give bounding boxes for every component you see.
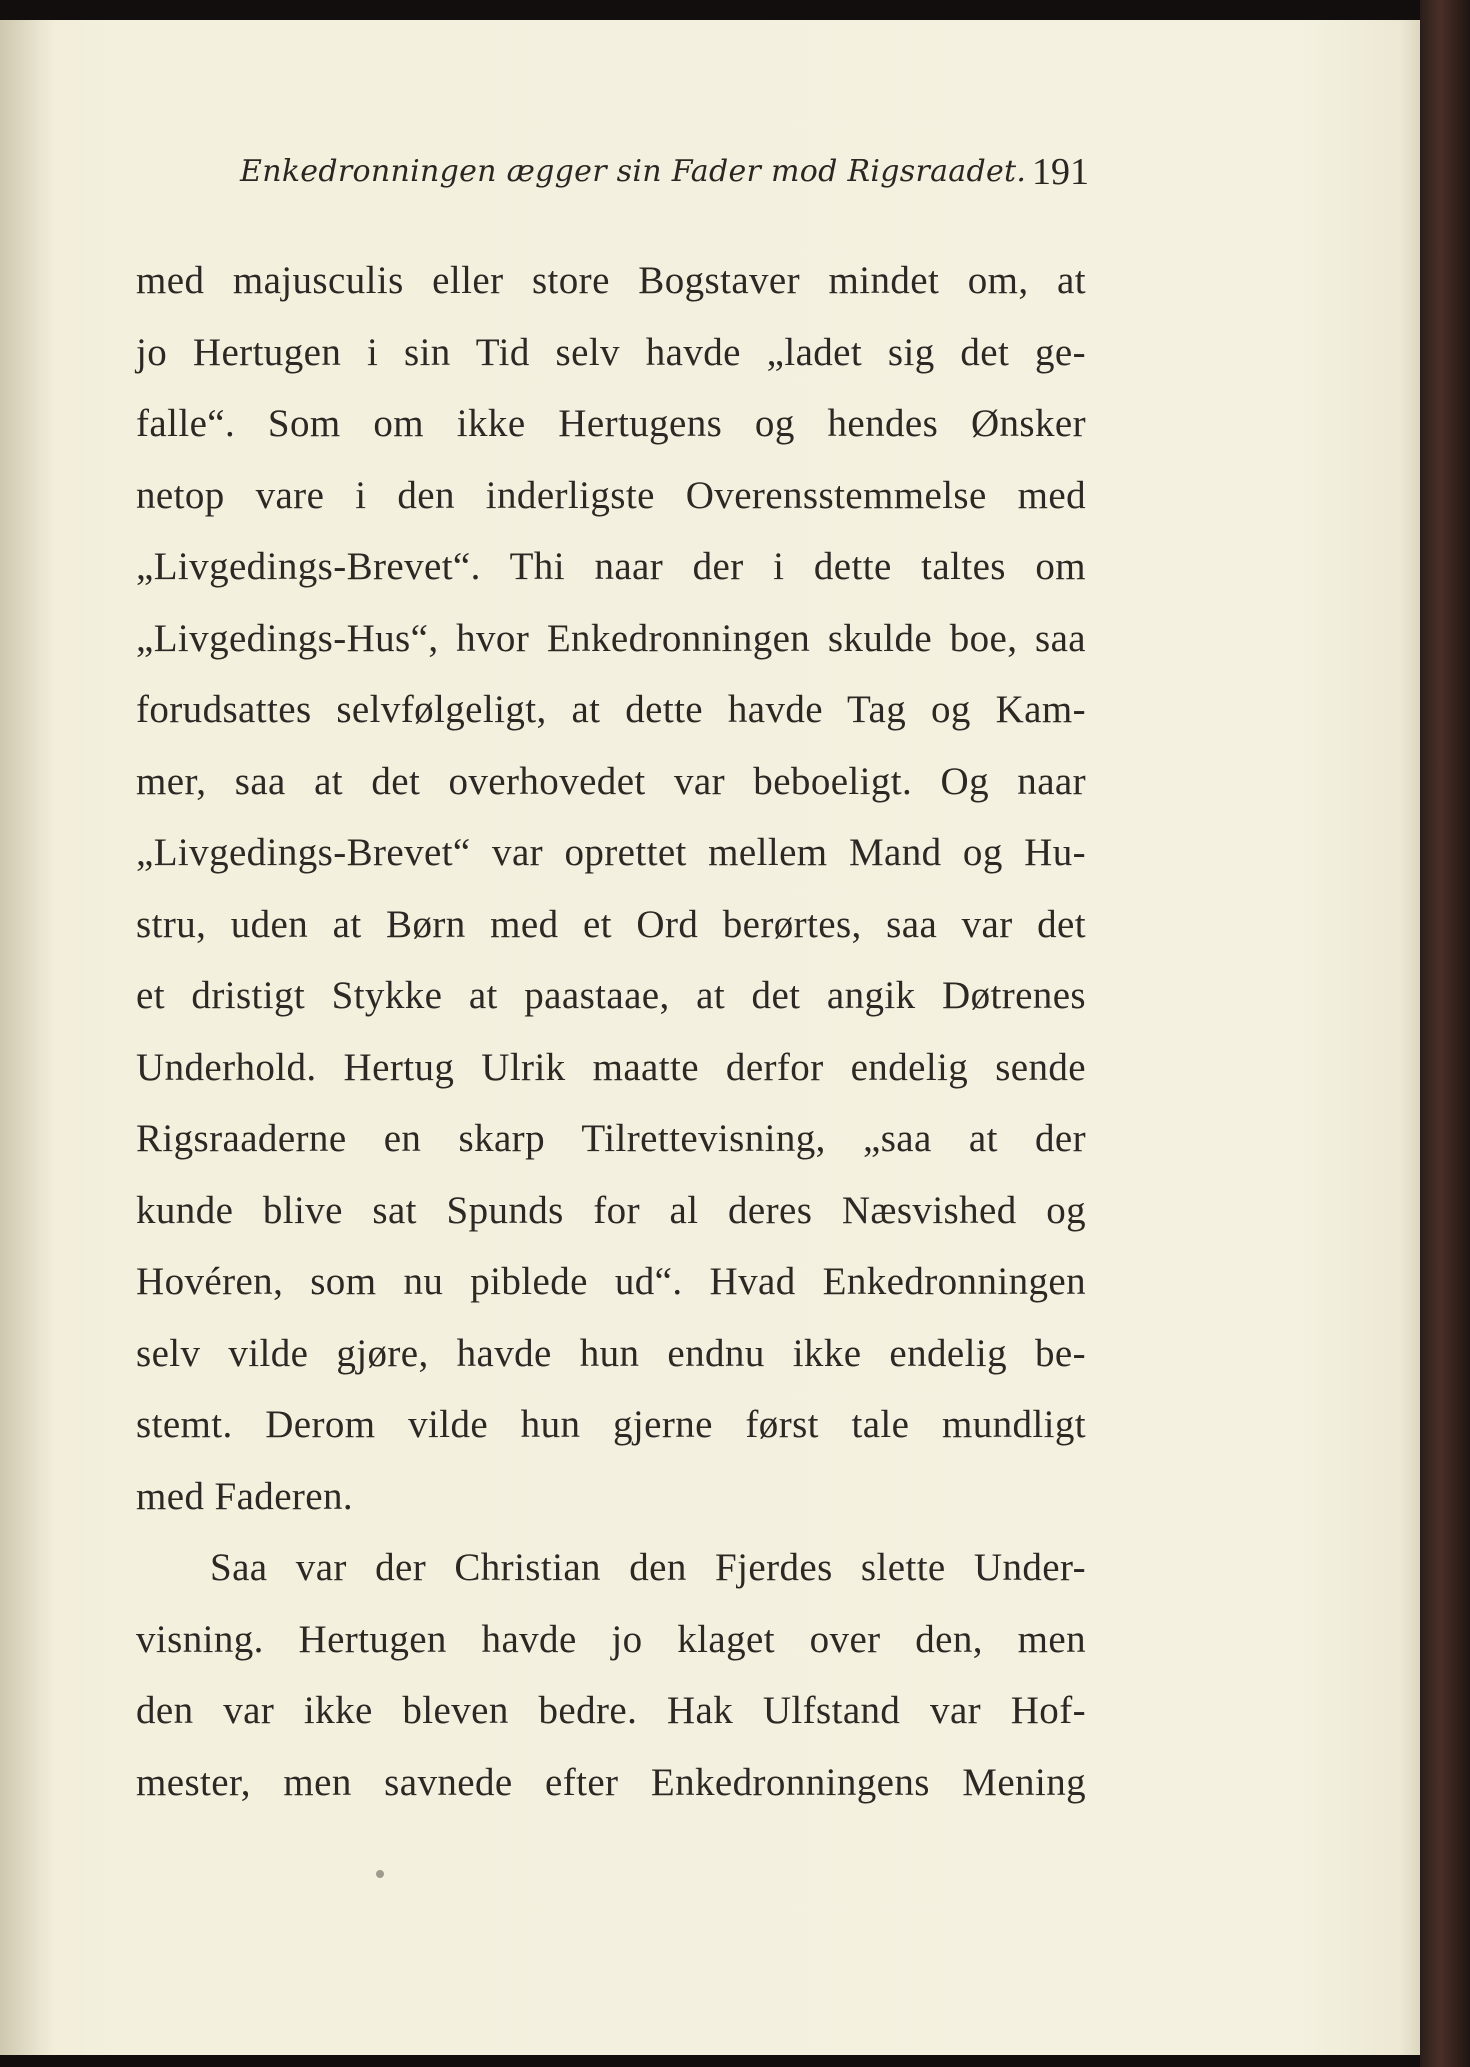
running-head: Enkedronningen ægger sin Fader mod Rigsraadet. bbox=[240, 154, 1027, 189]
text-line: Underhold. Hertug Ulrik maatte derfor endelig sende bbox=[136, 1045, 1086, 1089]
text-line: selv vilde gjøre, havde hun endnu ikke endelig be- bbox=[136, 1331, 1086, 1375]
text-line-paragraph-start: Saa var der Christian den Fjerdes slette Under- bbox=[210, 1546, 1086, 1589]
text-line: netop vare i den inderligste Overensstemmelse med bbox=[136, 473, 1086, 517]
text-line: stru, uden at Børn med et Ord berørtes, saa var det bbox=[136, 902, 1086, 946]
text-line: den var ikke bleven bedre. Hak Ulfstand var Hof- bbox=[136, 1689, 1086, 1732]
page-number: 191 bbox=[1032, 151, 1089, 193]
text-line: Hovéren, som nu piblede ud“. Hvad Enkedronningen bbox=[136, 1260, 1086, 1303]
text-line: visning. Hertugen havde jo klaget over den, men bbox=[136, 1617, 1086, 1661]
page-header bbox=[130, 146, 1090, 206]
text-line-paragraph-end: med Faderen. bbox=[136, 1474, 354, 1518]
text-line: Rigsraaderne en skarp Tilrettevisning, „saa at der bbox=[136, 1117, 1086, 1160]
text-line: med majusculis eller store Bogstaver mindet om, at bbox=[136, 259, 1086, 302]
text-line: forudsattes selvfølgeligt, at dette havde Tag og Kam- bbox=[136, 688, 1086, 731]
book-page bbox=[0, 20, 1420, 2055]
text-line: „Livgedings-Hus“, hvor Enkedronningen skulde boe, saa bbox=[136, 616, 1086, 660]
text-line: jo Hertugen i sin Tid selv havde „ladet sig det ge- bbox=[136, 330, 1086, 374]
text-line: mer, saa at det overhovedet var beboeligt. Og naar bbox=[136, 759, 1086, 803]
book-cover-edge bbox=[1420, 0, 1470, 2067]
ink-smudge bbox=[376, 1870, 384, 1878]
body-text bbox=[136, 245, 1086, 1818]
text-line: „Livgedings-Brevet“. Thi naar der i dette taltes om bbox=[136, 545, 1086, 588]
text-line: et dristigt Stykke at paastaae, at det angik Døtrenes bbox=[136, 974, 1086, 1017]
text-line: kunde blive sat Spunds for al deres Næsvished og bbox=[136, 1188, 1086, 1232]
text-line: stemt. Derom vilde hun gjerne først tale mundligt bbox=[136, 1403, 1086, 1446]
text-line: falle“. Som om ikke Hertugens og hendes Ønsker bbox=[136, 402, 1086, 445]
spine-shadow bbox=[0, 20, 55, 2055]
text-line: mester, men savnede efter Enkedronningens Mening bbox=[136, 1760, 1086, 1804]
text-line: „Livgedings-Brevet“ var oprettet mellem Mand og Hu- bbox=[136, 831, 1086, 874]
